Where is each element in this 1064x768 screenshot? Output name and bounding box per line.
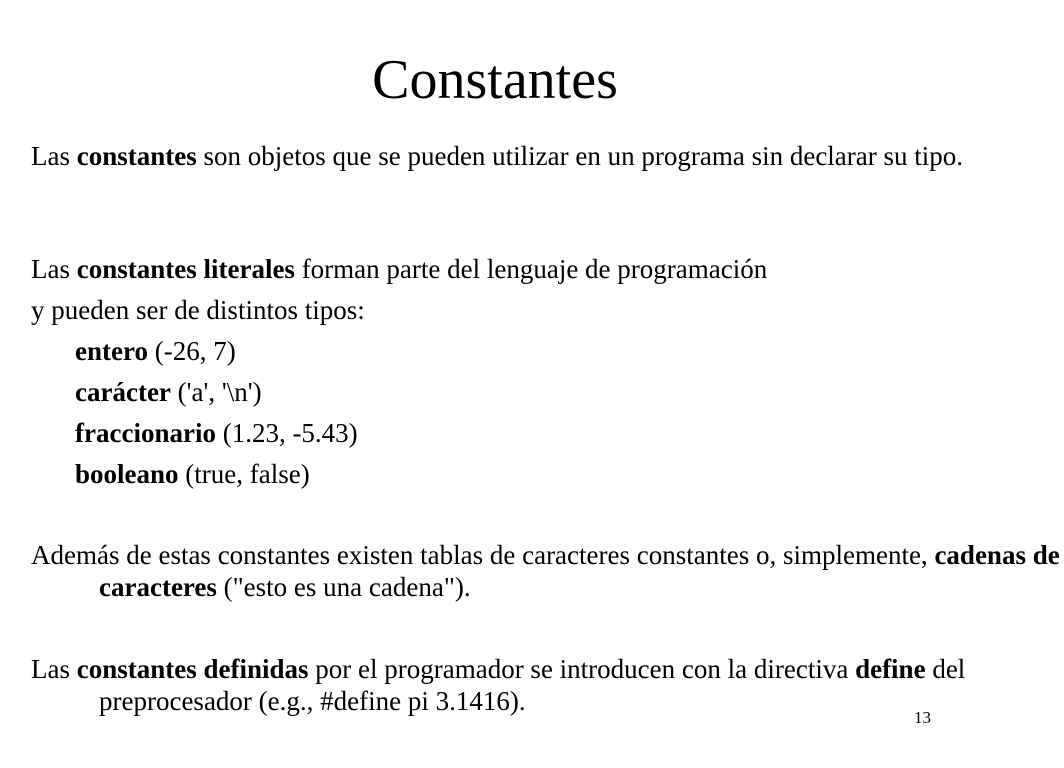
- bold-term: define: [855, 654, 926, 684]
- type-name: booleano: [75, 459, 179, 489]
- page-number: 13: [914, 708, 931, 727]
- slide-title: Constantes: [372, 49, 618, 111]
- text: Las: [31, 654, 77, 684]
- type-name: entero: [75, 336, 148, 366]
- type-name: fraccionario: [75, 418, 216, 448]
- paragraph-literales: [31, 253, 767, 285]
- bold-term: constantes literales: [76, 254, 295, 284]
- paragraph-cadenas: [31, 539, 1064, 603]
- text: Las: [31, 254, 77, 284]
- bold-term: constantes definidas: [76, 654, 309, 684]
- type-caracter: [75, 376, 262, 408]
- text: por el programador se introducen con la directiva: [308, 654, 856, 684]
- paragraph-literales-line2: y pueden ser de distintos tipos:: [31, 295, 365, 325]
- paragraph-constantes: [31, 140, 1064, 172]
- bold-term: cadenas de caracteres: [99, 540, 1060, 602]
- bold-term: constantes: [76, 141, 197, 171]
- type-fraccionario: [75, 417, 358, 449]
- text: forman parte del lenguaje de programación: [294, 254, 768, 284]
- type-example: (-26, 7): [147, 336, 236, 366]
- type-entero: [75, 335, 236, 367]
- text: del preprocesador (e.g., #define pi 3.1416).: [99, 654, 966, 716]
- type-name: carácter: [75, 377, 171, 407]
- paragraph-definidas: [31, 653, 984, 717]
- type-booleano: [75, 458, 310, 490]
- text: Las: [31, 141, 77, 171]
- type-example: ('a', '\n'): [170, 377, 262, 407]
- type-example: (1.23, -5.43): [215, 418, 358, 448]
- text: son objetos que se pueden utilizar en un programa sin declarar su tipo.: [196, 141, 964, 171]
- text: ("esto es una cadena").: [216, 572, 471, 602]
- type-example: (true, false): [178, 459, 310, 489]
- text: Además de estas constantes existen tablas de caracteres constantes o, simplemente,: [31, 540, 935, 570]
